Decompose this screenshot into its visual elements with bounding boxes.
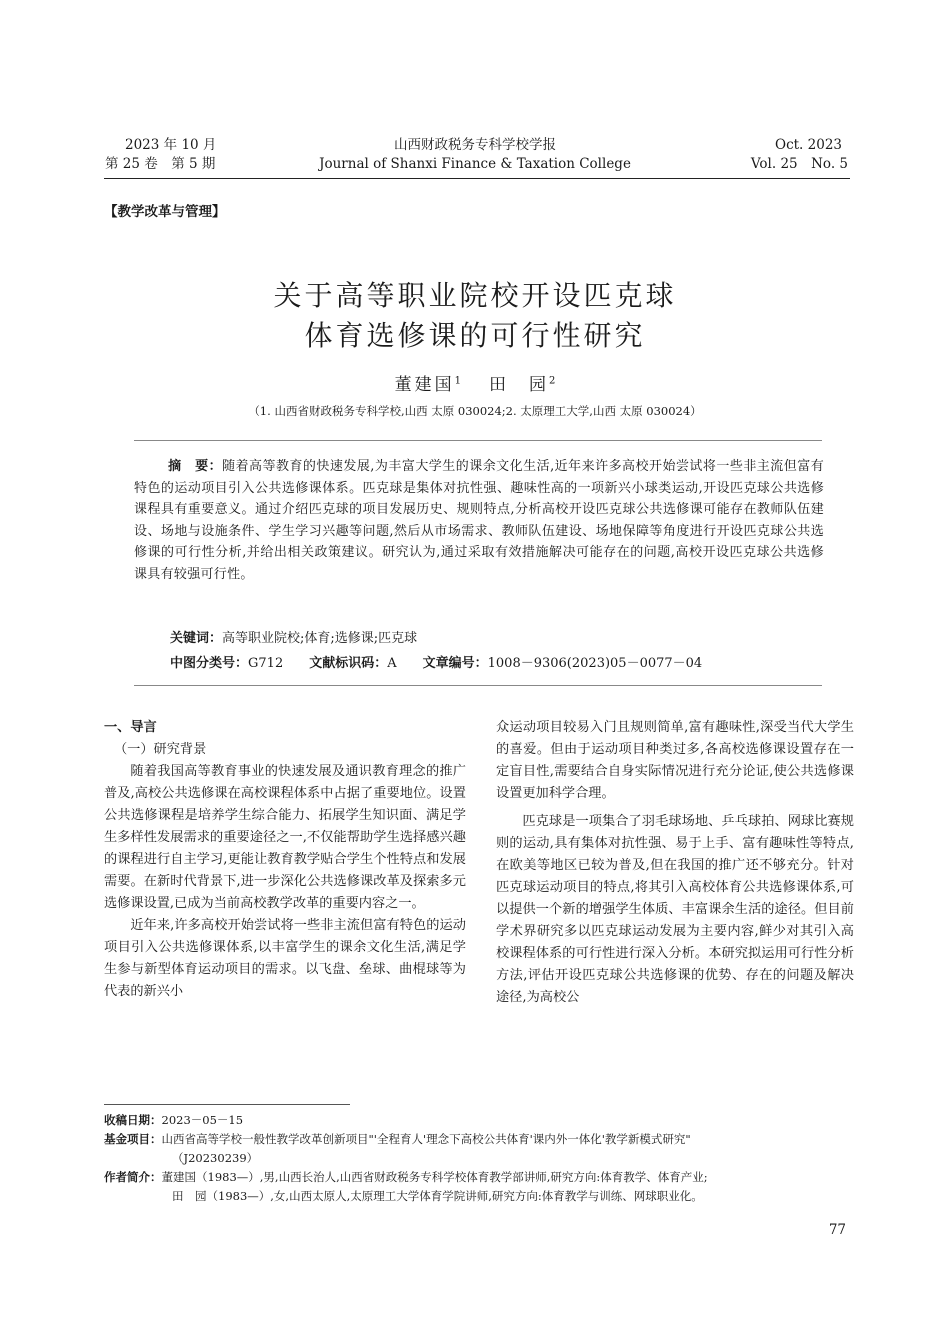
- header-date-en: Oct. 2023: [775, 137, 842, 153]
- body-paragraph: 匹克球是一项集合了羽毛球场地、乒乓球拍、网球比赛规则的运动,具有集体对抗性强、易于上手、富有趣味性等特点,在欧美等地区已较为普及,但在我国的推广还不够充分。针对匹克球运动项目的特点,将其引入高校体育公共选修课体系,可以提供一个新的增强学生体质、丰富课余生活的途径。但目前学术界研究多以匹克球运动发展为主要内容,鲜少对其引入高校课程体系的可行性进行深入分析。本研究拟运用可行性分析方法,评估开设匹克球公共选修课的优势、存在的问题及解决途径,为高校公: [496, 814, 854, 1005]
- body-paragraph: 近年来,许多高校开始尝试将一些非主流但富有特色的运动项目引入公共选修课体系,以丰富学生的课余文化生活,满足学生参与新型体育运动项目的需求。以飞盘、垒球、曲棍球等为代表的新兴小: [104, 918, 466, 999]
- clc-label: 中图分类号：: [170, 656, 249, 671]
- received-value: 2023－05－15: [161, 1113, 244, 1127]
- header-volume: 第 25 卷 第 5 期: [105, 156, 216, 172]
- header-center: [300, 136, 650, 174]
- header-rule: [104, 178, 850, 179]
- affiliations: （1. 山西省财政税务专科学校,山西 太原 030024;2. 太原理工大学,山西 太原 030024）: [248, 404, 702, 418]
- footnotes: [104, 1111, 864, 1206]
- author-2: 田 园: [489, 375, 549, 395]
- authors: [100, 370, 850, 395]
- abstract-bottom-rule: [134, 685, 822, 686]
- fund-value: 山西省高等学校一般性教学改革创新项目"'全程育人'理念下高校公共体育'课内外一体化'教学新模式研究": [161, 1132, 691, 1146]
- doc-code-label: 文献标识码：: [309, 656, 388, 671]
- clc-value: G712: [248, 656, 284, 671]
- header-volume-en: Vol. 25 No. 5: [750, 156, 848, 172]
- title-line-1: 关于高等职业院校开设匹克球: [273, 279, 677, 312]
- bio-value-1: 董建国（1983—）,男,山西长治人,山西省财政税务专科学校体育教学部讲师,研究方向:体育教学、体育产业;: [161, 1170, 708, 1184]
- author-bio-1: [104, 1168, 864, 1187]
- body-paragraph: 众运动项目较易入门且规则简单,富有趣味性,深受当代大学生的喜爱。但由于运动项目种类过多,各高校选修课设置存在一定盲目性,需要结合自身实际情况进行充分论证,使公共选修课设置更加科学合理。: [496, 720, 854, 801]
- fund-label: 基金项目：: [104, 1132, 162, 1146]
- section-tag: 【教学改革与管理】: [104, 204, 226, 220]
- classification-line: [170, 652, 810, 671]
- header-left: [105, 136, 325, 174]
- article-number-value: 1008－9306(2023)05－0077－04: [487, 656, 703, 671]
- abstract-top-rule: [134, 440, 822, 441]
- keywords-text: 高等职业院校;体育;选修课;匹克球: [222, 631, 418, 646]
- author-1-affiliation-mark: 1: [454, 375, 461, 387]
- body-paragraph: 随着我国高等教育事业的快速发展及通识教育理念的推广普及,高校公共选修课在高校课程体系中占据了重要地位。设置公共选修课程是培养学生综合能力、拓展学生知识面、满足学生多样性发展需求的重要途径之一,不仅能帮助学生选择感兴趣的课程进行自主学习,更能让教育教学贴合学生个性特点和发展需要。在新时代背景下,进一步深化公共选修课改革及探索多元选修课设置,已成为当前高校教学改革的重要内容之一。: [104, 764, 466, 911]
- bio-value-2: 田 园（1983—）,女,山西太原人,太原理工大学体育学院讲师,研究方向:体育教学与训练、网球职业化。: [172, 1189, 703, 1203]
- fund-info: [104, 1130, 864, 1149]
- subsection-heading: （一）研究背景: [114, 742, 207, 757]
- received-label: 收稿日期：: [104, 1113, 162, 1127]
- received-date: [104, 1111, 864, 1130]
- article-number-label: 文章编号：: [422, 656, 488, 671]
- author-1: 董建国: [394, 375, 455, 395]
- bio-label: 作者简介：: [104, 1170, 162, 1184]
- journal-name-cn: 山西财政税务专科学校学报: [394, 137, 556, 153]
- title-line-2: 体育选修课的可行性研究: [304, 319, 646, 352]
- body-right-column: [496, 717, 854, 1009]
- header-date: 2023 年 10 月: [125, 137, 217, 153]
- body-left-column: [104, 717, 466, 1003]
- page-number: 77: [828, 1222, 846, 1238]
- abstract-text: 随着高等教育的快速发展,为丰富大学生的课余文化生活,近年来许多高校开始尝试将一些非主流但富有特色的运动项目引入公共选修课体系。匹克球是集体对抗性强、趣味性高的一项新兴小球类运动,开设匹克球公共选修课程具有重要意义。通过介绍匹克球的项目发展历史、规则特点,分析高校开设匹克球公共选修课可能存在教师队伍建设、场地与设施条件、学生学习兴趣等问题,然后从市场需求、教师队伍建设、场地保障等角度进行开设匹克球公共选修课的可行性分析,并给出相关政策建议。研究认为,通过采取有效措施解决可能存在的问题,高校开设匹克球公共选修课具有较强可行性。: [134, 459, 824, 582]
- journal-name-en: Journal of Shanxi Finance & Taxation College: [319, 156, 631, 172]
- abstract: [134, 456, 824, 585]
- fund-code: （J20230239）: [172, 1151, 259, 1165]
- abstract-label: 摘 要：: [168, 459, 223, 474]
- footnote-rule: [104, 1104, 350, 1105]
- section-heading: 一、导言: [104, 720, 157, 735]
- header-right: [700, 136, 848, 174]
- keywords-label: 关键词：: [170, 631, 223, 646]
- author-2-affiliation-mark: 2: [549, 375, 556, 387]
- keywords: [170, 627, 417, 646]
- doc-code-value: A: [387, 656, 397, 671]
